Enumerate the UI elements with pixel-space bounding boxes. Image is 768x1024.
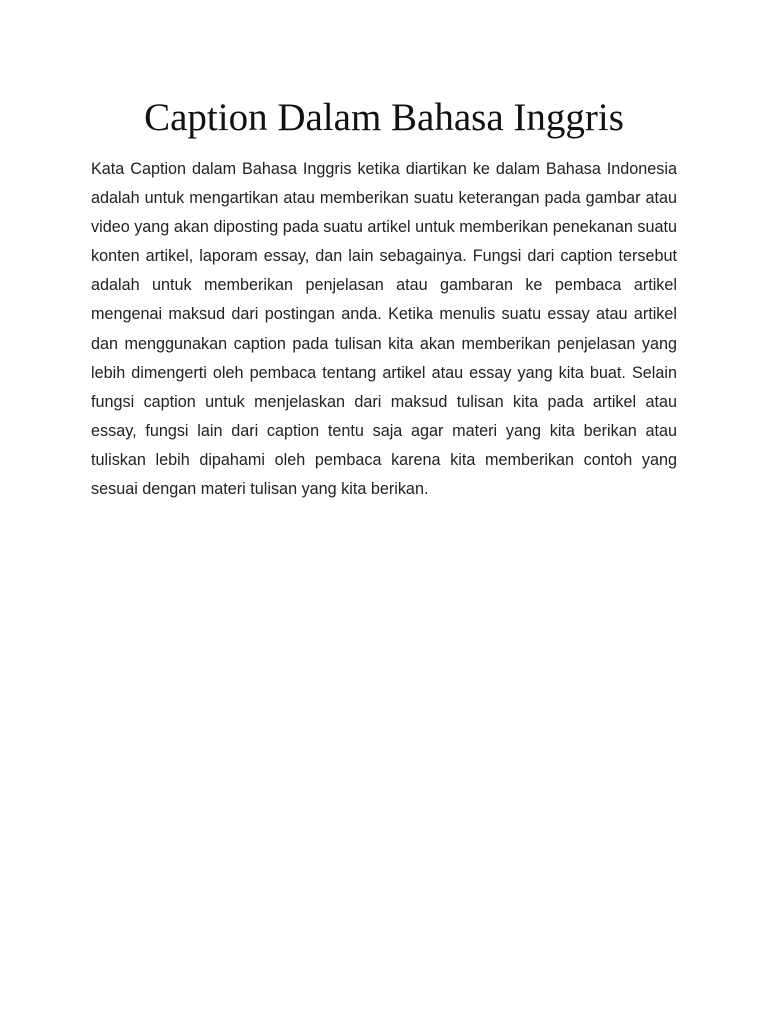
page-title: Caption Dalam Bahasa Inggris: [144, 96, 624, 139]
body-paragraph: Kata Caption dalam Bahasa Inggris ketika diartikan ke dalam Bahasa Indonesia adalah untuk mengartikan atau memberikan suatu keterangan pada gambar atau video yang akan diposting pada suatu artikel untuk memberikan penekanan suatu konten artikel, laporam essay, dan lain sebagainya. Fungsi dari caption tersebut adalah untuk memberikan penjelasan atau gambaran ke pembaca artikel mengenai maksud dari postingan anda. Ketika menulis suatu essay atau artikel dan menggunakan caption pada tulisan kita akan memberikan penjelasan yang lebih dimengerti oleh pembaca tentang artikel atau essay yang kita buat. Selain fungsi caption untuk menjelaskan dari maksud tulisan kita pada artikel atau essay, fungsi lain dari caption tentu saja agar materi yang kita berikan atau tuliskan lebih dipahami oleh pembaca karena kita memberikan contoh yang sesuai dengan materi tulisan yang kita berikan.: [91, 160, 677, 499]
